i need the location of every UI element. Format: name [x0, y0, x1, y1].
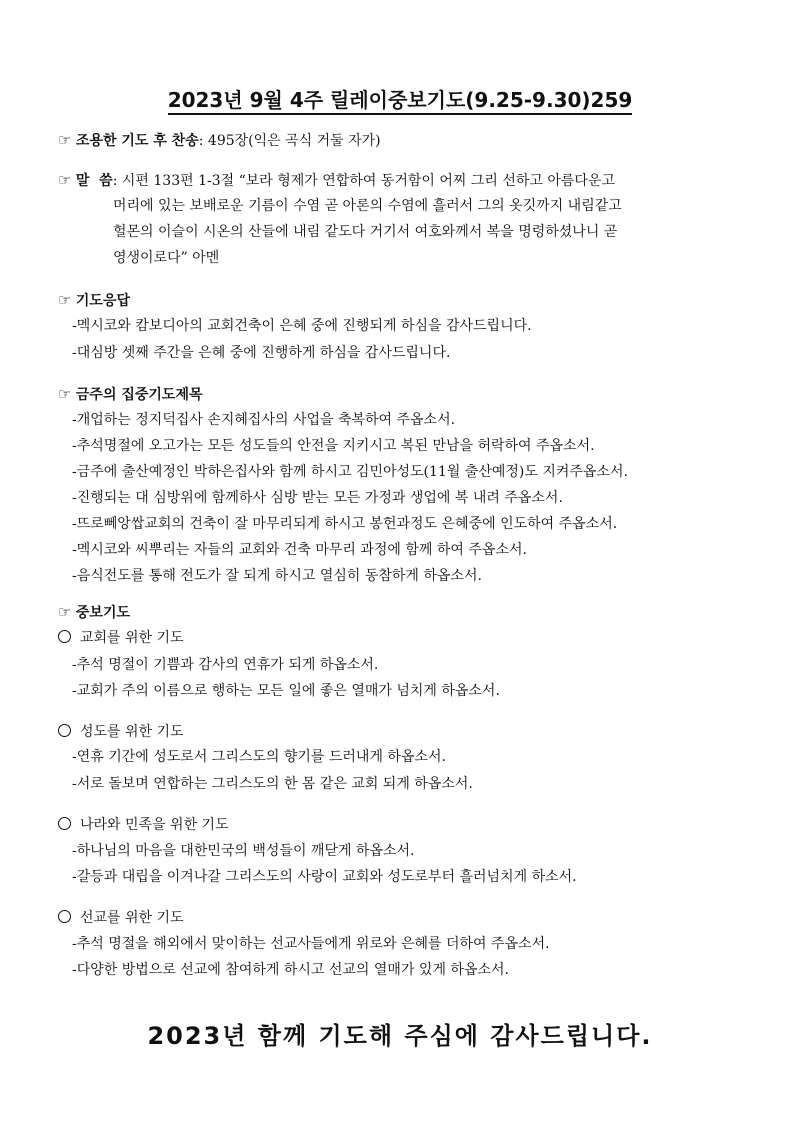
group-title	[58, 722, 184, 742]
group-item: -다양한 방법으로 선교에 참여하게 하시고 선교의 열매가 있게 하옵소서.	[72, 962, 509, 978]
focus-item: -멕시코와 씨뿌리는 자들의 교회와 건축 마무리 과정에 함께 하여 주옵소서.	[72, 542, 527, 558]
group-title	[58, 815, 229, 835]
hymn-line	[58, 130, 381, 151]
group-title-text: 성도를 위한 기도	[80, 724, 184, 740]
verse-line-4: 영생이로다” 아멘	[113, 250, 220, 266]
verse-colon: :	[112, 173, 118, 189]
pointing-hand-icon: ☞	[58, 385, 72, 403]
group-item: -교회가 주의 이름으로 행하는 모든 일에 좋은 열매가 넘치게 하옵소서.	[72, 683, 500, 699]
circle-bullet-icon	[58, 817, 71, 830]
focus-item: -음식전도를 통해 전도가 잘 되게 하시고 열심히 동참하게 하옵소서.	[72, 568, 482, 584]
group-title-text: 교회를 위한 기도	[80, 630, 184, 646]
hymn-label: 조용한 기도 후 찬송	[75, 133, 199, 149]
pointing-hand-icon: ☞	[58, 291, 72, 309]
answer-item: -멕시코와 캄보디아의 교회건축이 은혜 중에 진행되게 하심을 감사드립니다.	[72, 318, 532, 334]
group-item: -연휴 기간에 성도로서 그리스도의 향기를 드러내게 하옵소서.	[72, 749, 446, 765]
answers-heading	[58, 290, 130, 311]
group-title	[58, 628, 184, 648]
intercession-heading	[58, 602, 130, 623]
circle-bullet-icon	[58, 910, 71, 923]
focus-item: -뜨로뻬앙쌉교회의 건축이 잘 마무리되게 하시고 봉헌과정도 은혜중에 인도하여 주옵소서.	[72, 516, 618, 532]
verse-line-3: 헐몬의 이슬이 시온의 산들에 내림 같도다 거기서 여호와께서 복을 명령하셨나니 곧	[113, 224, 618, 240]
circle-bullet-icon	[58, 724, 71, 737]
group-item: -추석 명절을 해외에서 맞이하는 선교사들에게 위로와 은혜를 더하여 주옵소서.	[72, 936, 550, 952]
pointing-hand-icon: ☞	[58, 131, 72, 149]
verse-label: 말 씀	[75, 173, 113, 189]
answer-item: -대심방 셋째 주간을 은혜 중에 진행하게 하심을 감사드립니다.	[72, 345, 451, 361]
verse-line-2: 머리에 있는 보배로운 기름이 수염 곧 아론의 수염에 흘러서 그의 옷깃까지 내림같고	[113, 198, 622, 214]
circle-bullet-icon	[58, 630, 71, 643]
focus-item: -추석명절에 오고가는 모든 성도들의 안전을 지키시고 복된 만남을 허락하여 주옵소서.	[72, 438, 595, 454]
hymn-text: 495장(익은 곡식 거둘 자가)	[207, 133, 381, 149]
group-item: -하나님의 마음을 대한민국의 백성들이 깨닫게 하옵소서.	[72, 843, 415, 859]
group-title-text: 나라와 민족을 위한 기도	[80, 817, 229, 833]
group-item: -갈등과 대립을 이겨나갈 그리스도의 사랑이 교회와 성도로부터 흘러넘치게 하소서.	[72, 869, 577, 885]
answers-heading-text: 기도응답	[75, 293, 131, 309]
page-title	[0, 84, 800, 113]
hymn-colon: :	[198, 133, 204, 149]
pointing-hand-icon: ☞	[58, 603, 72, 621]
verse-line-1	[58, 170, 615, 191]
pointing-hand-icon: ☞	[58, 171, 72, 189]
group-item: -서로 돌보며 연합하는 그리스도의 한 몸 같은 교회 되게 하옵소서.	[72, 776, 473, 792]
closing-message: 2023년 함께 기도해 주심에 감사드립니다.	[147, 1022, 653, 1050]
focus-heading	[58, 384, 203, 405]
intercession-heading-text: 중보기도	[75, 605, 131, 621]
title-text: 2023년 9월 4주 릴레이중보기도(9.25-9.30)259	[168, 88, 633, 115]
verse-text: 시편 133편 1-3절 “보라 형제가 연합하여 동거함이 어찌 그리 선하고 아름다운고	[121, 173, 615, 189]
group-item: -추석 명절이 기쁨과 감사의 연휴가 되게 하옵소서.	[72, 657, 379, 673]
group-title	[58, 908, 184, 928]
group-title-text: 선교를 위한 기도	[80, 910, 184, 926]
focus-item: -진행되는 대 심방위에 함께하사 심방 받는 모든 가정과 생업에 복 내려 주옵소서.	[72, 490, 563, 506]
focus-item: -금주에 출산예정인 박하은집사와 함께 하시고 김민아성도(11월 출산예정)도 지켜주옵소서.	[72, 464, 628, 480]
focus-item: -개업하는 정지덕집사 손지혜집사의 사업을 축복하여 주옵소서.	[72, 412, 456, 428]
focus-heading-text: 금주의 집중기도제목	[75, 387, 203, 403]
